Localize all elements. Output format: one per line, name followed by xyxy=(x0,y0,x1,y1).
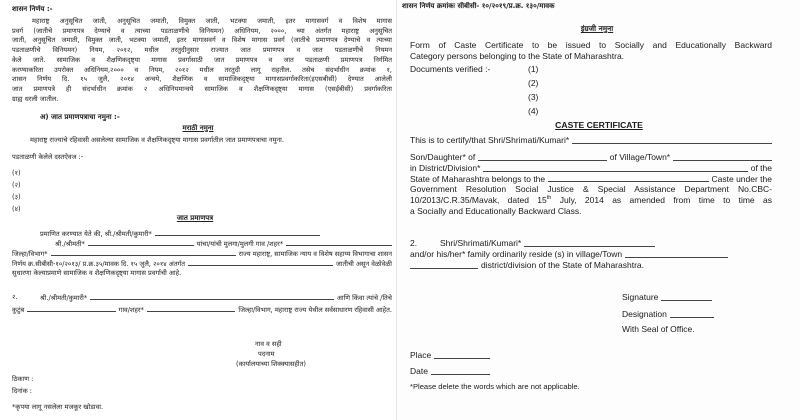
section-a-heading: अ) जात प्रमाणपत्राचा नमुना :- xyxy=(40,113,120,121)
certificate-text: of the xyxy=(750,163,772,173)
marathi-sample-page xyxy=(0,0,396,420)
footnote: *Please delete the words which are not applicable. xyxy=(410,382,580,391)
certificate-text: of Village/Town* xyxy=(609,152,671,162)
certificate-line xyxy=(410,174,772,185)
residence-line xyxy=(40,293,392,302)
date-line xyxy=(410,366,490,377)
place-label: Place xyxy=(410,350,432,360)
blank-line xyxy=(548,175,708,182)
certificate-line: Government Resolution Social Justice & Special Assistance Department No.CBC- xyxy=(410,184,772,194)
blank-line xyxy=(478,154,607,161)
blank-line xyxy=(670,311,714,318)
office-seal-label: (कार्यालयाच्या शिक्क्यासहीत) xyxy=(236,360,306,368)
gr-paragraph-line: ग्राह्य धरली जातील. xyxy=(12,94,59,103)
certificate-line xyxy=(410,163,772,174)
documents-verified-label: Documents verified :- xyxy=(410,64,491,74)
blank-line xyxy=(90,293,334,300)
english-sample-title: इंग्रजी नमुना xyxy=(580,24,614,33)
blank-line xyxy=(286,239,392,246)
document-number: (४) xyxy=(12,205,21,213)
residence-text: गाव/शहर* xyxy=(118,305,144,314)
certificate-text: जातीची असून वेळोवेळी xyxy=(335,259,392,268)
document-number: (१) xyxy=(12,169,21,177)
residence-text: Shri/Shrimati/Kumari* xyxy=(440,238,522,248)
document-number: (3) xyxy=(528,92,539,102)
gr-paragraph-line: पडताळणीचे विनियमन) नियम, २०१२, मधील तरतुदीनुसार राज्यात जात प्रमाणपत्र व जात पडताळणीचे नियमन xyxy=(12,46,392,55)
date-label: दिनांक : xyxy=(12,387,32,395)
blank-line xyxy=(673,154,772,161)
certificate-text: यांचा/यांची मुलगा/मुलगी गाव /शहर* xyxy=(196,239,284,248)
certificate-text: 10/2013/C.R.35/Mavak, dated 15 xyxy=(410,195,547,205)
certificate-text: Son/Daughter* of xyxy=(410,152,476,162)
blank-line xyxy=(147,305,235,312)
gr-paragraph-line: केले जाते. सामाजिक व शैक्षणिकदृष्ट्या मागास प्रवर्गासाठी जात प्रमाणपत्र व जात पडताळणी प्रमाणपत्र निर्गमित xyxy=(12,55,392,64)
residence-text: जिल्हा/विभाग, महाराष्ट्र राज्य येथील सर्वसाधारण रहिवासी आहेत. xyxy=(238,305,392,314)
certificate-line xyxy=(40,229,320,238)
gr-paragraph-line: जाती, अनुसूचित जमाती, विमुक्त जाती, भटक्या जमाती, इतर मागासवर्ग व विशेष मागास प्रवर्ग (जातीचे प्रमाणपत्र देण्याचे व त्याच्या xyxy=(12,36,392,45)
gr-paragraph-line: महाराष्ट्र अनुसूचित जाती, अनुसूचित जमाती, विमुक्त जाती, भटक्या जमाती, इतर मागासवर्ग व विशेष मागास xyxy=(32,17,392,25)
blank-line xyxy=(431,368,490,375)
blank-line xyxy=(88,239,194,246)
office-seal-label: With Seal of Office. xyxy=(622,324,695,334)
place-label: ठिकाण : xyxy=(12,375,34,383)
blank-line xyxy=(572,137,772,144)
blank-line xyxy=(51,249,236,256)
documents-verified-label: पडताळणी केलेले दस्तऐवज :- xyxy=(12,153,84,161)
residence-line xyxy=(410,249,728,260)
certificate-text: श्री./श्रीमती* xyxy=(55,239,85,248)
blank-line xyxy=(155,229,320,236)
gr-heading: शासन निर्णय :- xyxy=(12,5,53,13)
residence-text: श्री./श्रीमती/कुमारी* xyxy=(40,293,88,302)
document-number: (२) xyxy=(12,181,21,189)
document-number: (4) xyxy=(528,106,539,116)
form-intro-line: Category persons belonging to the State of Maharashtra. xyxy=(410,51,625,61)
blank-line xyxy=(524,240,655,247)
page-divider xyxy=(396,0,397,420)
certificate-text: in District/Division* xyxy=(410,163,481,173)
blank-line xyxy=(483,165,747,172)
gr-reference-number: शासन निर्णय क्रमांकः सीबीसी- १०/२०१९/प्र.क्र. १३०/मावक xyxy=(402,2,555,10)
english-sample-page xyxy=(398,0,800,420)
footnote: *कृपया लागू नसलेला मजकूर खोडावा. xyxy=(12,403,104,411)
gr-paragraph-line: प्रवर्ग (जातीचे प्रमाणपत्र देण्याचे व त्याच्या पडताळणीचे विनियमन) अधिनियम, २०००, च्या अंतर्गत महाराष्ट्र अनुसूचित xyxy=(12,26,392,35)
certificate-line: सुधारणा केल्याप्रमाणे सामाजिक व शैक्षणिकदृष्ट्या मागास प्रवर्गाची आहे. xyxy=(12,269,182,277)
form-intro-line: Form of Caste Certificate to be issued to Socially and Educationally Backward xyxy=(410,40,772,50)
blank-line xyxy=(434,352,490,359)
certificate-line: a Socially and Educationally Backward Class. xyxy=(410,206,582,216)
marathi-certificate-title: जात प्रमाणपत्र xyxy=(176,214,214,222)
name-and-signature-label: नाव व सही xyxy=(255,340,282,348)
certificate-text: राज्य महाराष्ट्र, सामाजिक न्याय व विशेष सहाय्य विभागाचा शासन xyxy=(238,249,392,258)
gr-paragraph-line: जात प्रमाणपत्रे ही संदर्भाधीन क्रमांक २ अधिनियमान्वये सामाजिक व शैक्षणिकदृष्ट्या मागास (एसईबीसी) प्रवर्गाकरिता xyxy=(12,84,392,93)
signature-line xyxy=(622,292,712,303)
marathi-sample-description: महाराष्ट्र राज्याचे रहिवासी असलेल्या सामाजिक व शैक्षणिकदृष्ट्या मागास प्रवर्गातील जात प्रमाणपत्राचा नमुना. xyxy=(30,136,284,144)
residence-text: and/or his/her* family ordinarily reside (s) in village/Town xyxy=(410,249,623,259)
residence-text: कुटुंब xyxy=(12,305,25,314)
gr-paragraph-line: शासन निर्णय दि. १५ जुलै, २०१४ अन्वये, शैक्षणिक व सामाजिकदृष्ट्या मागासप्रवर्गाकरिता(इएसबीसी) देण्यात आलेली xyxy=(12,75,392,84)
certificate-text: July, 2014 as amended from time to time as xyxy=(551,195,772,205)
certificate-line xyxy=(410,135,772,146)
residence-number: 2. xyxy=(410,238,418,248)
blank-line xyxy=(410,262,478,269)
designation-label: Designation xyxy=(622,309,667,319)
certificate-line xyxy=(12,249,392,258)
designation-line xyxy=(622,309,714,320)
certificate-line xyxy=(55,239,392,248)
certificate-text: Caste under the xyxy=(711,173,772,184)
blank-line xyxy=(27,305,115,312)
blank-line xyxy=(661,294,712,301)
certificate-text: निर्णय क्र.सीबीसी-१०/२०१३/ प्र.क्र.३५/मावक दि. १५ जुलै, २०१४ अंतर्गत xyxy=(12,259,186,268)
residence-number: २. xyxy=(12,293,18,301)
blank-line xyxy=(188,259,333,266)
residence-line xyxy=(440,238,655,249)
certificate-text: जिल्हा/विभाग* xyxy=(12,249,48,258)
certificate-text: State of Maharashtra belongs to the xyxy=(410,173,546,184)
date-ordinal-suffix: th xyxy=(546,195,552,202)
certificate-line xyxy=(12,259,392,268)
marathi-sample-title: मराठी नमुना xyxy=(182,124,214,132)
residence-line xyxy=(12,305,392,314)
certificate-text: This is to certify/that Shri/Shrimati/Kumari* xyxy=(410,135,570,145)
place-line xyxy=(410,350,490,361)
gr-paragraph-line: करण्याकरिता उपरोक्त अधिनियम,२००० व नियम, २०१२ मधील तरतुदी लागू राहतील. तसेच संदर्भाधीन क्रमांक १, xyxy=(12,65,392,74)
residence-text: आणि किंवा त्यांचे /तिचे xyxy=(336,293,392,302)
designation-label: पदनाम xyxy=(258,350,275,358)
blank-line xyxy=(625,251,728,258)
certificate-line xyxy=(410,195,772,206)
residence-line xyxy=(410,260,710,271)
document-number: (2) xyxy=(528,78,539,88)
date-label: Date xyxy=(410,366,428,376)
document-number: (३) xyxy=(12,193,21,201)
residence-text: district/division of the State of Maharashtra. xyxy=(481,260,644,270)
document-number: (1) xyxy=(528,64,539,74)
certificate-line xyxy=(410,152,772,163)
certificate-text: प्रमाणित करण्यात येते की, श्री./श्रीमती/कुमारी* xyxy=(40,229,152,238)
caste-certificate-title: CASTE CERTIFICATE xyxy=(555,120,643,130)
signature-label: Signature xyxy=(622,292,659,302)
